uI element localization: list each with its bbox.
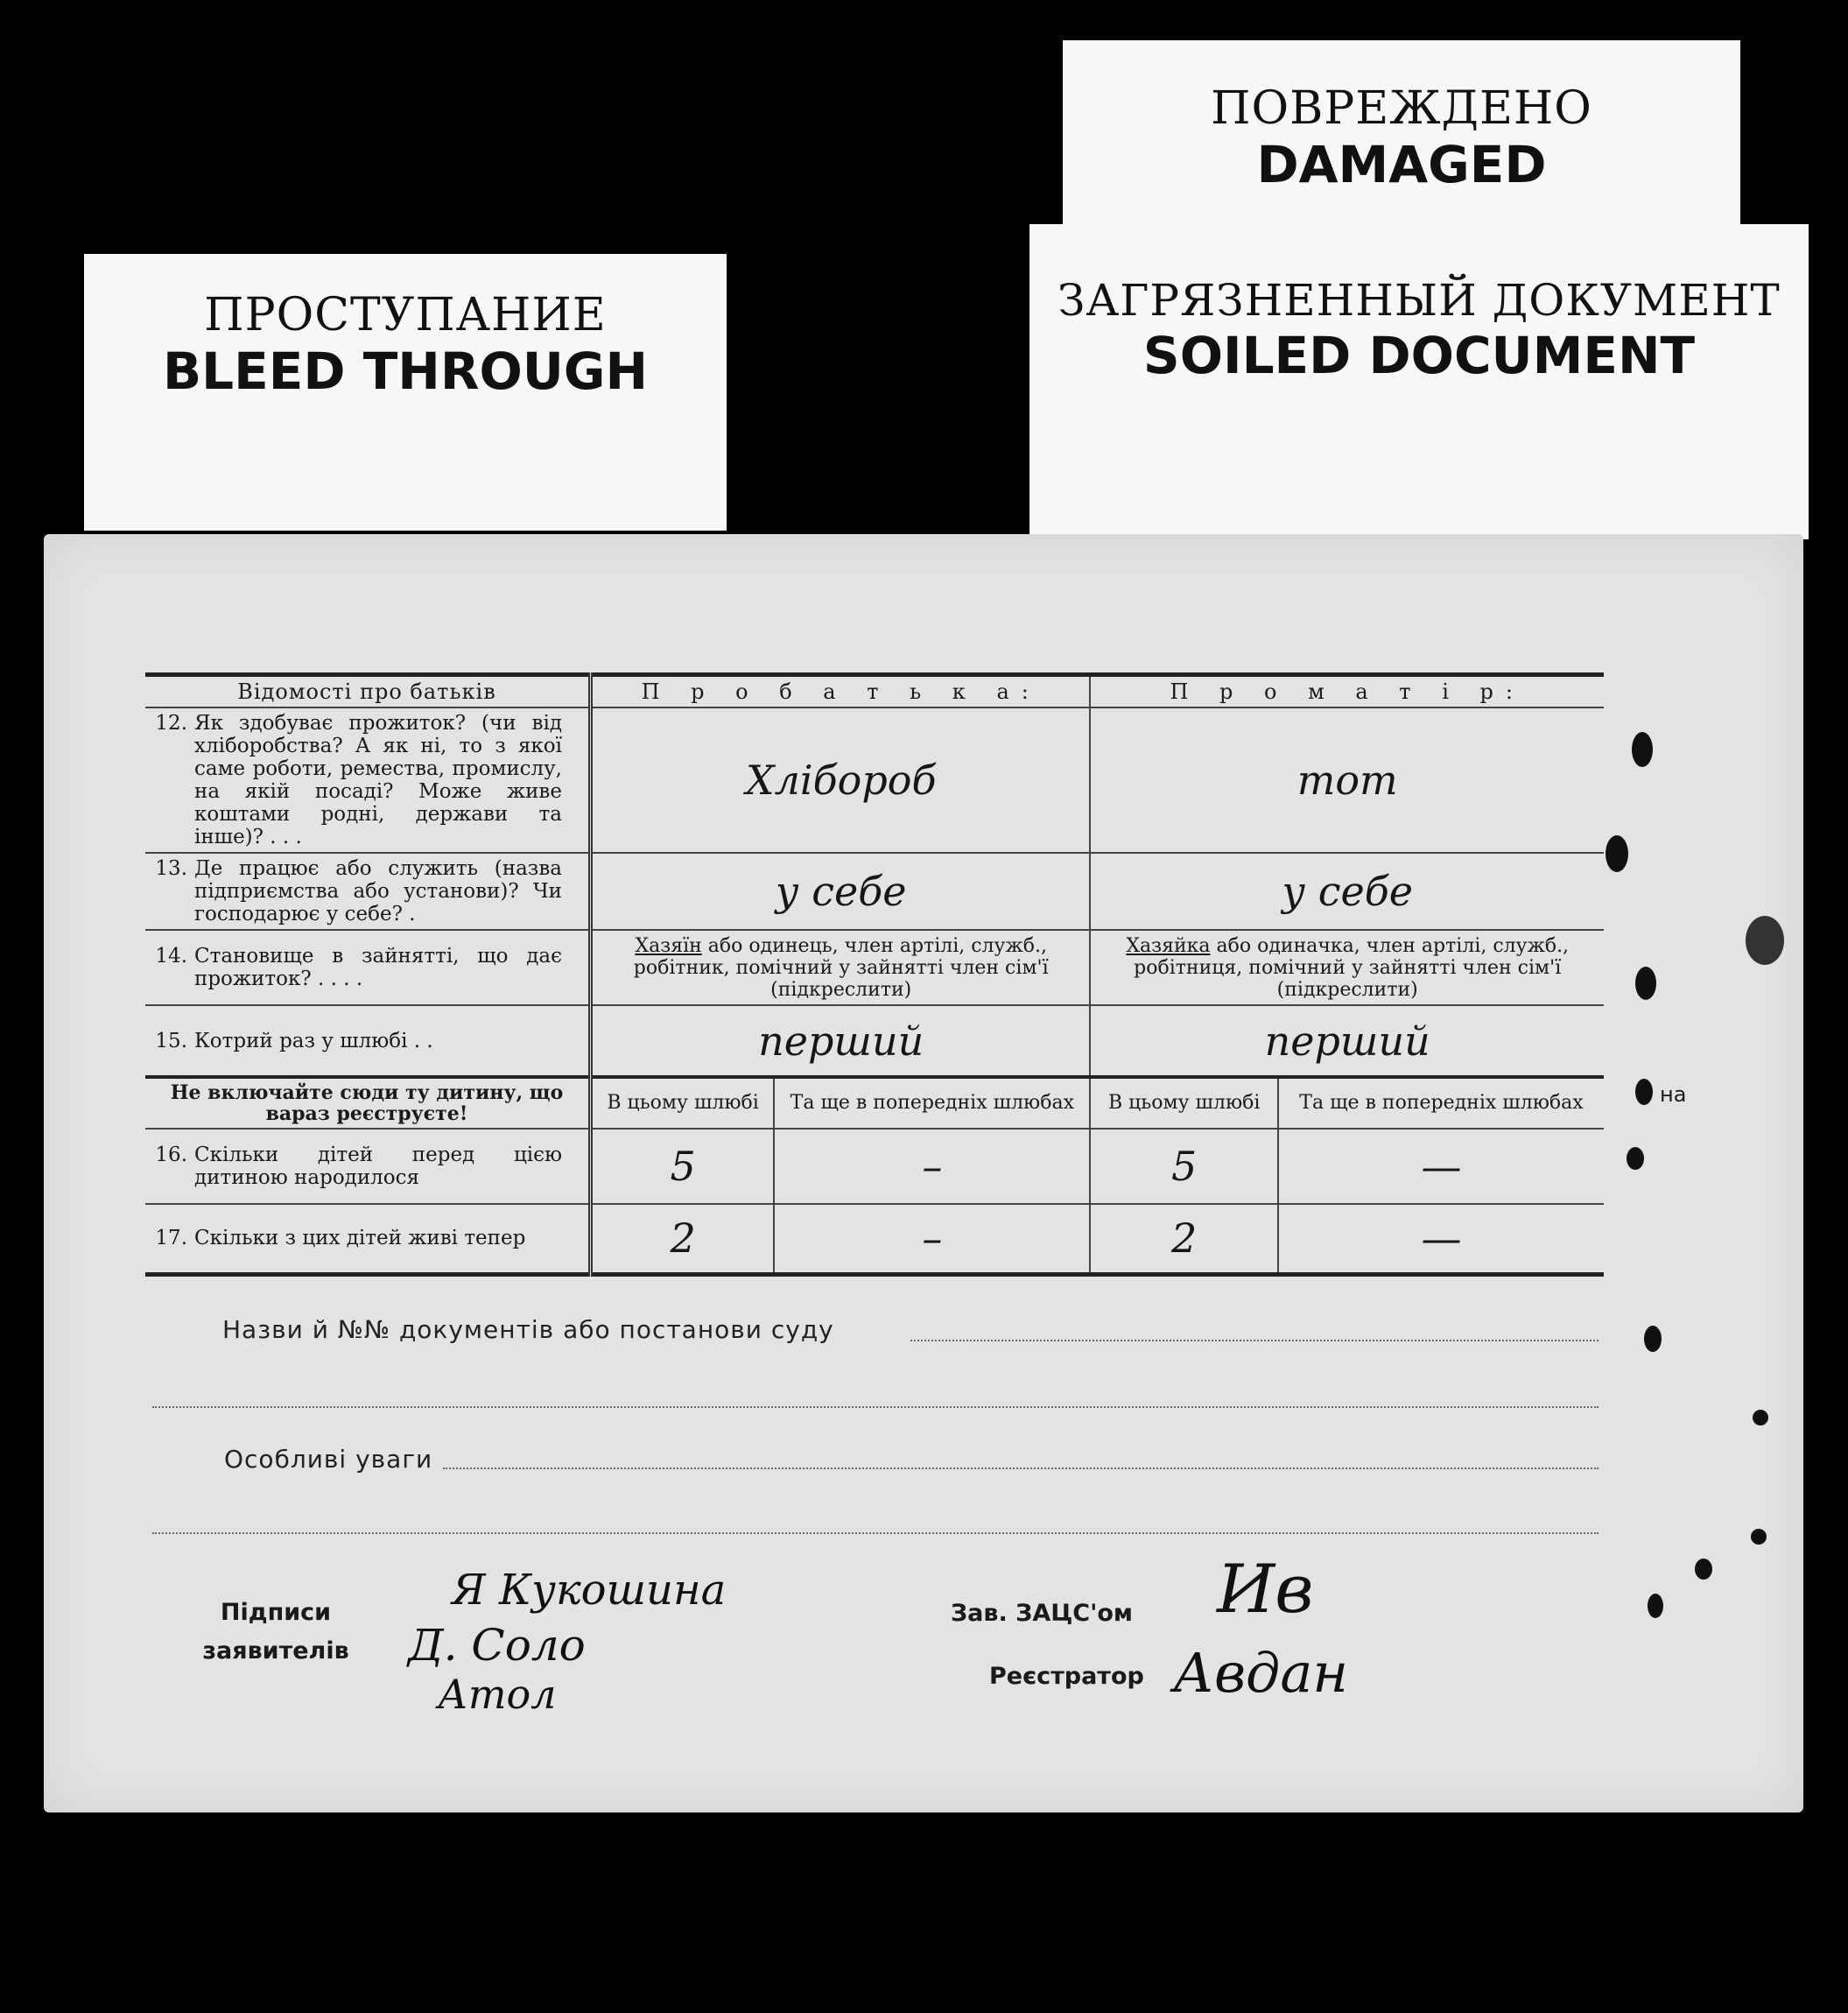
mother-workplace: у себе (1090, 853, 1604, 930)
bleed-through-en: BLEED THROUGH (162, 341, 649, 401)
father-livelihood: Хлібороб (591, 707, 1091, 853)
notes-line (443, 1468, 1599, 1469)
mother-heading: П р о м а т і р: (1090, 675, 1604, 708)
question-12 (145, 707, 591, 853)
registrar-signature: Авдан (1173, 1641, 1349, 1705)
table-row-15 (145, 1005, 1604, 1077)
mother-living-this: 2 (1090, 1204, 1278, 1274)
stain-mark (1746, 916, 1784, 965)
bleed-through-ru: ПРОСТУПАНИЕ (204, 289, 607, 341)
father-heading: П р о б а т ь к а: (591, 675, 1091, 708)
question-text: Скільки дітей перед цією дитиною народилося (194, 1144, 562, 1189)
father-occupation-status (591, 930, 1091, 1005)
punch-hole (1751, 1529, 1767, 1545)
table-row-16 (145, 1129, 1604, 1204)
applicant-signature-1: Я Кукошина (452, 1566, 727, 1615)
question-text: Скільки з цих дітей живі тепер (194, 1227, 526, 1250)
section-heading: Відомості про батьків (145, 675, 591, 708)
underlined-option: Хазяїн (635, 934, 702, 957)
table-row-12 (145, 707, 1604, 853)
mother-occupation-status (1090, 930, 1604, 1005)
mother-living-previous: — (1278, 1204, 1604, 1274)
question-17 (145, 1204, 591, 1274)
damaged-ru: ПОВРЕЖДЕНО (1211, 82, 1592, 135)
soiled-document-card (1029, 224, 1809, 539)
father-workplace: у себе (591, 853, 1091, 930)
occupation-options: або одинець, член артілі, служб., робітник, помічний у зайнятті член сім'ї (підкреслити) (633, 934, 1049, 1001)
applicants-signatures-label: Підписи заявителів (202, 1599, 349, 1665)
question-text: Як здобуває прожиток? (чи від хліборобства? А як ні, то з якої саме роботи, ремества, промислу, на якій посаді? Може живе коштами родні, держави та інше)? . . . (194, 712, 562, 848)
applicant-signature-3: Атол (438, 1671, 557, 1718)
damaged-en: DAMAGED (1256, 135, 1547, 194)
edge-text: на (1660, 1082, 1687, 1107)
notes-line-2 (152, 1532, 1599, 1534)
question-text: Становище в зайнятті, що дає прожиток? . . . . (194, 945, 562, 990)
question-14 (145, 930, 591, 1005)
punch-hole (1648, 1594, 1663, 1618)
table-row-13 (145, 853, 1604, 930)
question-text: Де працює або служить (назва підприємства або установи)? Чи господарює у себе? . (194, 857, 562, 926)
occupation-options: або одиначка, член артілі, служб., робітниця, помічний у зайнятті член сім'ї (підкреслити) (1134, 934, 1570, 1001)
punch-hole (1632, 732, 1653, 767)
question-number: 14. (155, 945, 187, 968)
punch-hole (1635, 967, 1656, 1000)
punch-hole (1627, 1147, 1644, 1170)
mother-previous-heading: Та ще в попередніх шлюбах (1278, 1077, 1604, 1129)
soiled-ru: ЗАГРЯЗНЕННЫЙ ДОКУМЕНТ (1058, 275, 1781, 326)
applicant-signature-2: Д. Соло (408, 1620, 586, 1671)
question-number: 12. (155, 712, 187, 735)
table-header-row (145, 675, 1604, 708)
father-children-this: 5 (591, 1129, 775, 1204)
question-text: Котрий раз у шлюбі . . (194, 1029, 433, 1052)
father-marriage-count: перший (591, 1005, 1091, 1077)
mother-this-marriage-heading: В цьому шлюбі (1090, 1077, 1278, 1129)
mother-children-previous: — (1278, 1129, 1604, 1204)
question-13 (145, 853, 591, 930)
question-number: 17. (155, 1227, 187, 1250)
father-previous-heading: Та ще в попередніх шлюбах (774, 1077, 1090, 1129)
children-subheader-row (145, 1077, 1604, 1129)
documents-line-2 (152, 1406, 1599, 1408)
father-living-this: 2 (591, 1204, 775, 1274)
punch-hole (1606, 835, 1628, 872)
punch-hole (1635, 1079, 1653, 1105)
punch-hole (1753, 1410, 1768, 1425)
question-number: 16. (155, 1144, 187, 1166)
documents-line (910, 1340, 1599, 1341)
father-this-marriage-heading: В цьому шлюбі (591, 1077, 775, 1129)
document-sheet (44, 534, 1803, 1812)
parents-info-table (145, 672, 1604, 1277)
mother-livelihood: тот (1090, 707, 1604, 853)
father-children-previous: – (774, 1129, 1090, 1204)
table-row-14 (145, 930, 1604, 1005)
table-row-17 (145, 1204, 1604, 1274)
mother-marriage-count: перший (1090, 1005, 1604, 1077)
father-living-previous: – (774, 1204, 1090, 1274)
question-15 (145, 1005, 591, 1077)
question-number: 13. (155, 857, 187, 880)
punch-hole (1695, 1559, 1712, 1580)
damaged-card (1063, 40, 1740, 224)
punch-hole (1644, 1326, 1662, 1352)
question-16 (145, 1129, 591, 1204)
underlined-option: Хазяйка (1126, 934, 1211, 957)
soiled-en: SOILED DOCUMENT (1142, 326, 1696, 385)
mother-children-this: 5 (1090, 1129, 1278, 1204)
bleed-through-card (84, 254, 727, 531)
question-number: 15. (155, 1029, 187, 1052)
documents-label: Назви й №№ документів або постанови суду (222, 1315, 834, 1344)
special-notes-label: Особливі уваги (224, 1445, 433, 1474)
head-of-registry-label: Зав. ЗАЦС'ом (951, 1600, 1133, 1627)
head-of-registry-signature: Ив (1217, 1550, 1314, 1628)
registrar-label: Реєстратор (989, 1663, 1144, 1690)
children-note: Не включайте сюди ту дитину, що вараз реєструєте! (145, 1077, 591, 1129)
